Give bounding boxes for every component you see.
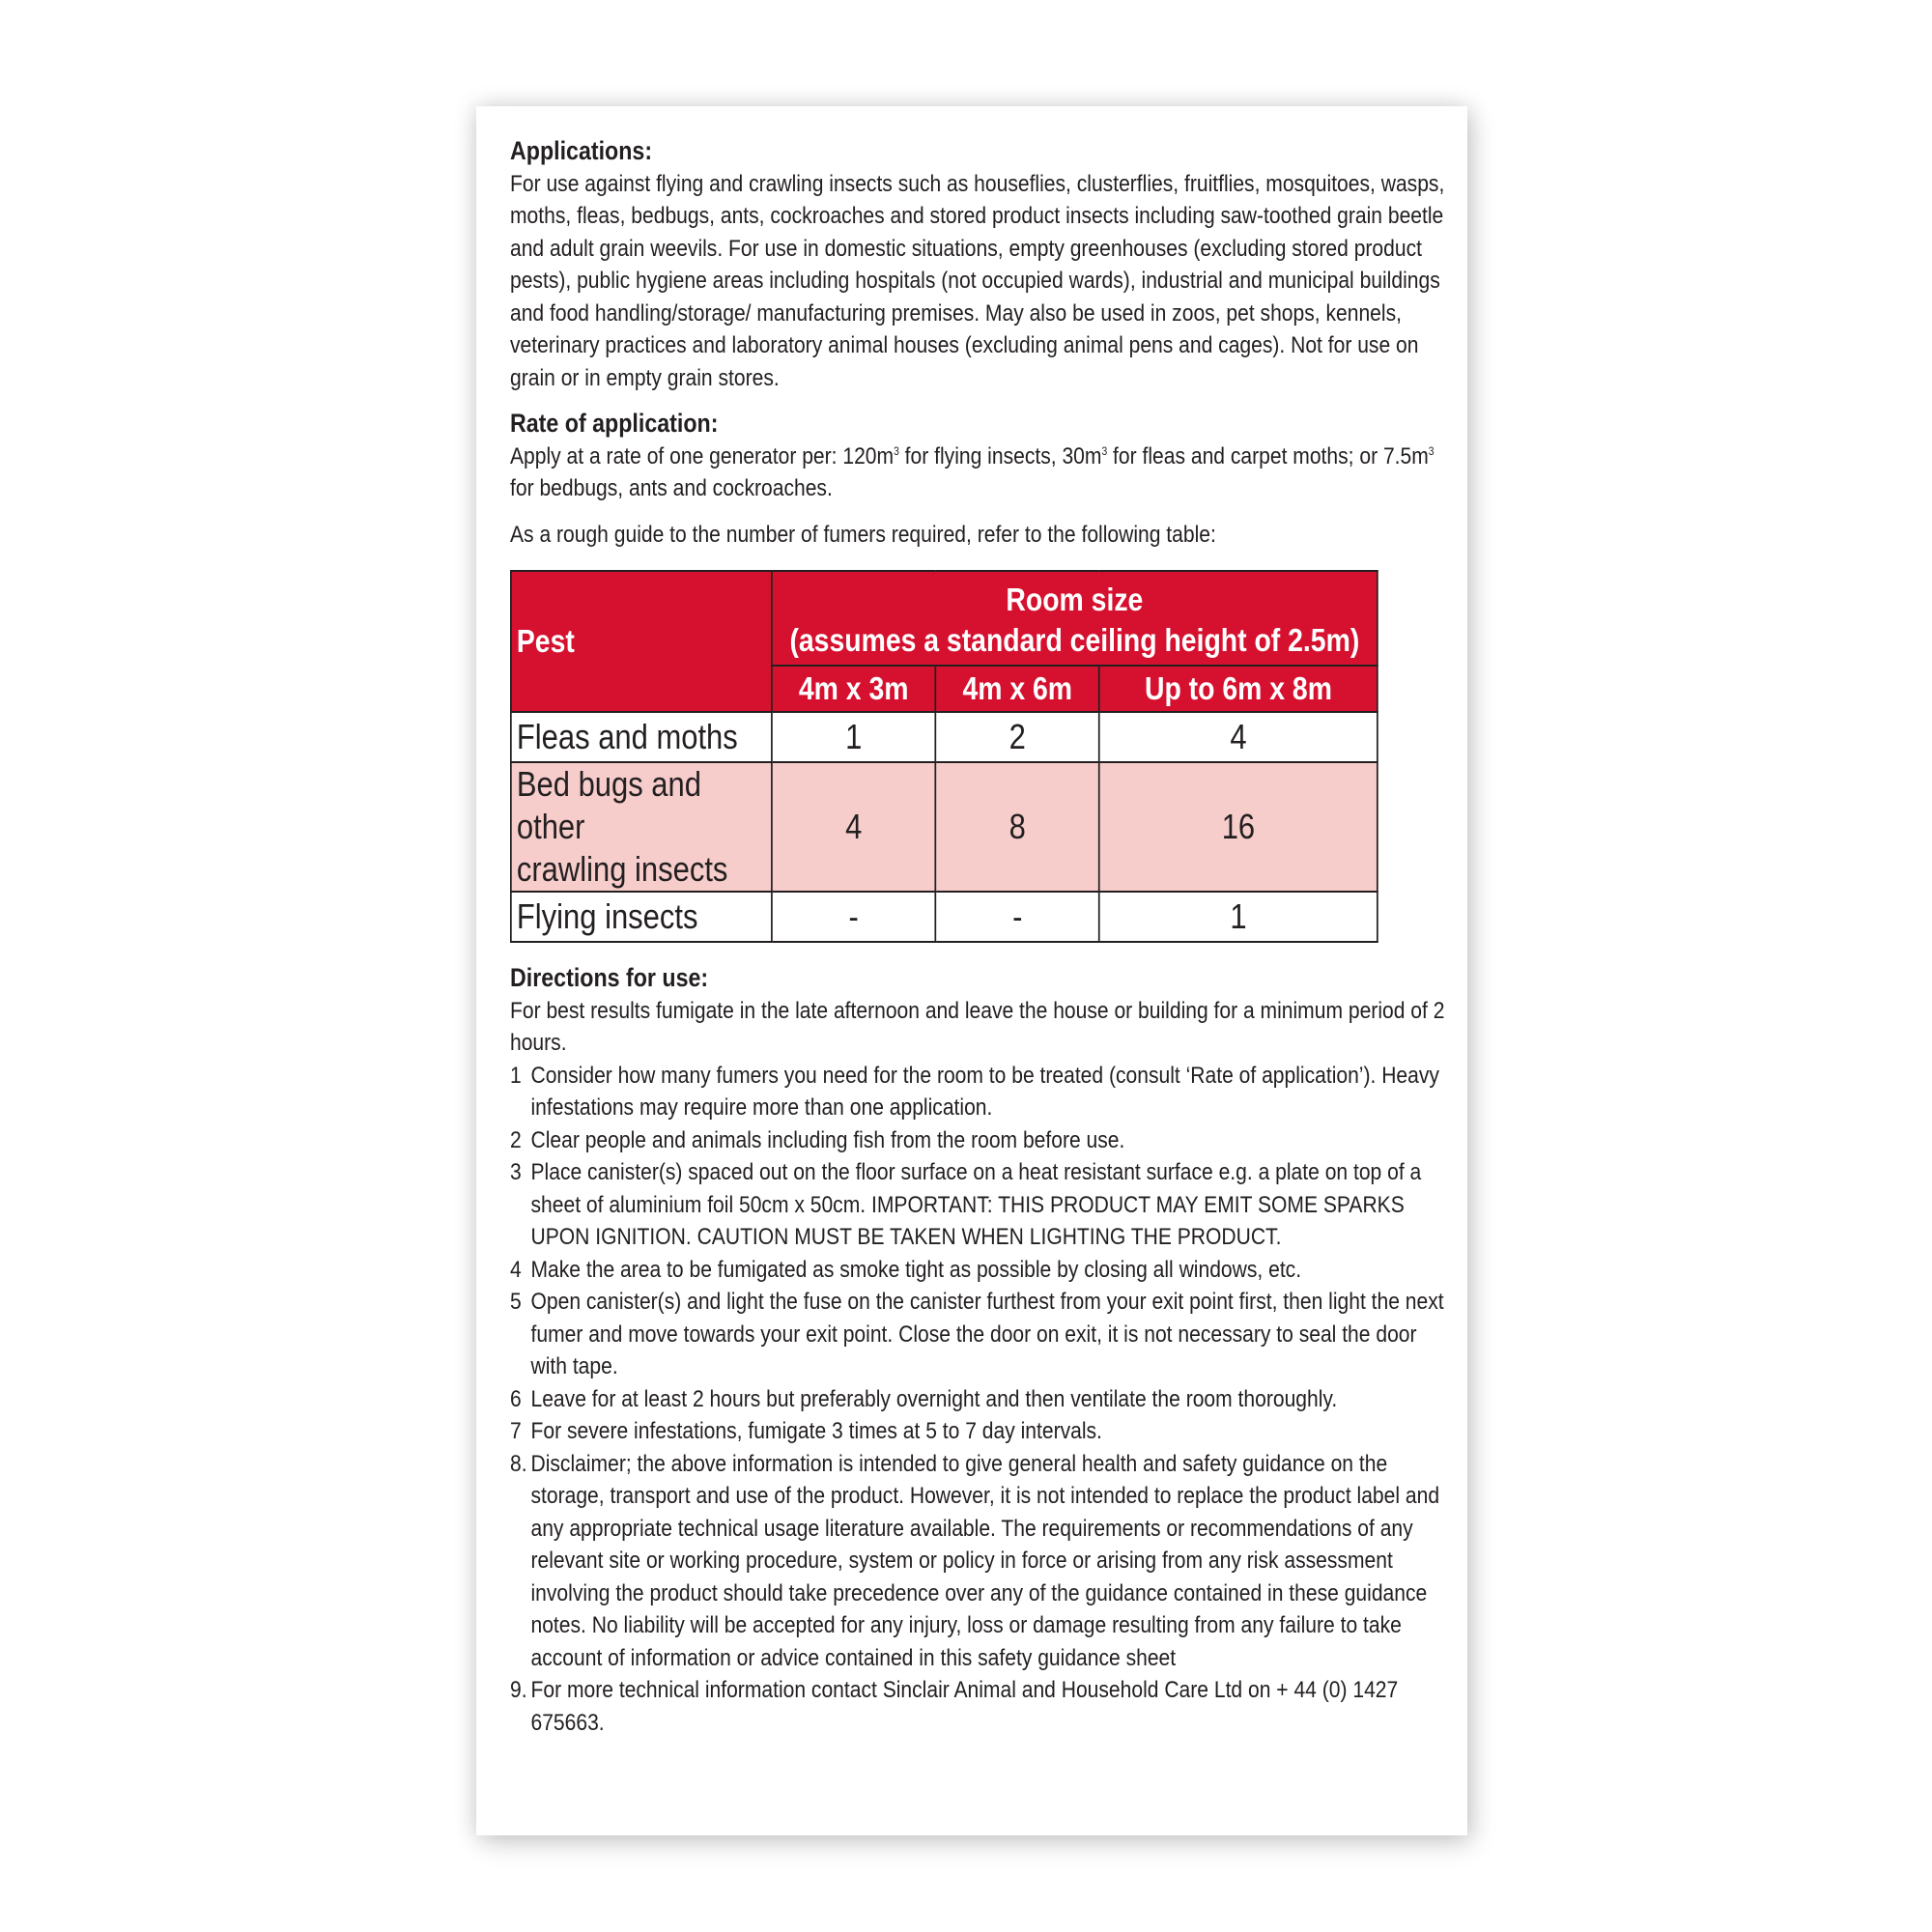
fumer-guide-table xyxy=(510,570,1378,943)
list-item: 4 Make the area to be fumigated as smoke tight as possible by closing all windows, etc. xyxy=(510,1256,1302,1283)
list-item: 2 Clear people and animals including fish from the room before use. xyxy=(510,1126,1125,1153)
table-row xyxy=(511,892,1378,942)
pest-name-cell: Bed bugs and other crawling insects xyxy=(511,762,772,892)
sheet-content xyxy=(510,135,1447,1739)
count-cell: 1 xyxy=(772,712,936,762)
pest-name-cell: Fleas and moths xyxy=(511,712,772,762)
rate-text: Apply at a rate of one generator per: $120m^3$ for flying insects, $30m^3$ for fleas and carpet moths; or $7.5m^3$ for bedbugs, ants and cockroaches. xyxy=(510,442,1435,501)
size-header: Up to 6m x 8m xyxy=(1099,666,1378,712)
count-cell: 1 xyxy=(1099,892,1378,942)
applications-text: For use against flying and crawling insects such as houseflies, clusterflies, fruitflies, mosquitoes, wasps, moths, fleas, bedbugs, ants, cockroaches and stored product insects including saw-toothed grain beetle and adult grain weevils. For use in domestic situations, empty greenhouses (excluding stored product pests), public hygiene areas including hospitals (not occupied wards), industrial and municipal buildings and food handling/storage/ manufacturing premises. May also be used in zoos, pet shops, kennels, veterinary practices and laboratory animal houses (excluding animal pens and cages). Not for use on grain or in empty grain stores. xyxy=(510,170,1445,391)
directions-heading: Directions for use: xyxy=(510,963,709,992)
size-header: 4m x 6m xyxy=(935,666,1099,712)
list-item: 5 Open canister(s) and light the fuse on the canister furthest from your exit point first, then light the next fumer and move towards your exit point. Close the door on exit, it is not necessary to seal the door with tape. xyxy=(510,1289,1444,1379)
list-item: 3 Place canister(s) spaced out on the floor surface on a heat resistant surface e.g. a plate on top of a sheet of aluminium foil 50cm x 50cm. IMPORTANT: THIS PRODUCT MAY EMIT SOME SPARKS UPON IGNITION. CAUTION MUST BE TAKEN WHEN LIGHTING THE PRODUCT. xyxy=(510,1159,1422,1250)
list-item: 8. Disclaimer; the above information is intended to give general health and safety guidance on the storage, transport and use of the product. However, it is not intended to replace the product label and any appropriate technical usage literature available. The requirements or recommendations of any relevant site or working procedure, system or policy in force or arising from any risk assessment involving the product should take precedence over any of the guidance contained in these guidance notes. No liability will be accepted for any injury, loss or damage resulting from any failure to take account of information or advice contained in this safety guidance sheet xyxy=(510,1450,1440,1671)
list-item: 6 Leave for at least 2 hours but preferably overnight and then ventilate the room thoroughly. xyxy=(510,1385,1338,1412)
count-cell: - xyxy=(935,892,1099,942)
table-intro: As a rough guide to the number of fumers required, refer to the following table: xyxy=(510,521,1216,548)
table-row xyxy=(511,762,1378,892)
rate-heading: Rate of application: xyxy=(510,409,719,438)
instruction-sheet xyxy=(476,106,1467,1835)
count-cell: - xyxy=(772,892,936,942)
size-header: 4m x 3m xyxy=(772,666,936,712)
pest-name-cell: Flying insects xyxy=(511,892,772,942)
count-cell: 8 xyxy=(935,762,1099,892)
room-size-header: Room size (assumes a standard ceiling height of 2.5m) xyxy=(772,571,1378,666)
table-header-row xyxy=(511,571,1378,666)
count-cell: 16 xyxy=(1099,762,1378,892)
directions-list xyxy=(510,1060,1447,1740)
count-cell: 4 xyxy=(772,762,936,892)
list-item: 1 Consider how many fumers you need for the room to be treated (consult ‘Rate of application’). Heavy infestations may require more than one application. xyxy=(510,1062,1439,1121)
applications-heading: Applications: xyxy=(510,136,653,165)
list-item: 9. For more technical information contact Sinclair Animal and Household Care Ltd on + 44 (0) 1427 675663. xyxy=(510,1677,1399,1736)
list-item: 7 For severe infestations, fumigate 3 times at 5 to 7 day intervals. xyxy=(510,1418,1102,1444)
directions-intro: For best results fumigate in the late afternoon and leave the house or building for a minimum period of 2 hours. xyxy=(510,997,1445,1056)
table-row xyxy=(511,712,1378,762)
count-cell: 2 xyxy=(935,712,1099,762)
count-cell: 4 xyxy=(1099,712,1378,762)
pest-column-header: Pest xyxy=(511,571,772,712)
